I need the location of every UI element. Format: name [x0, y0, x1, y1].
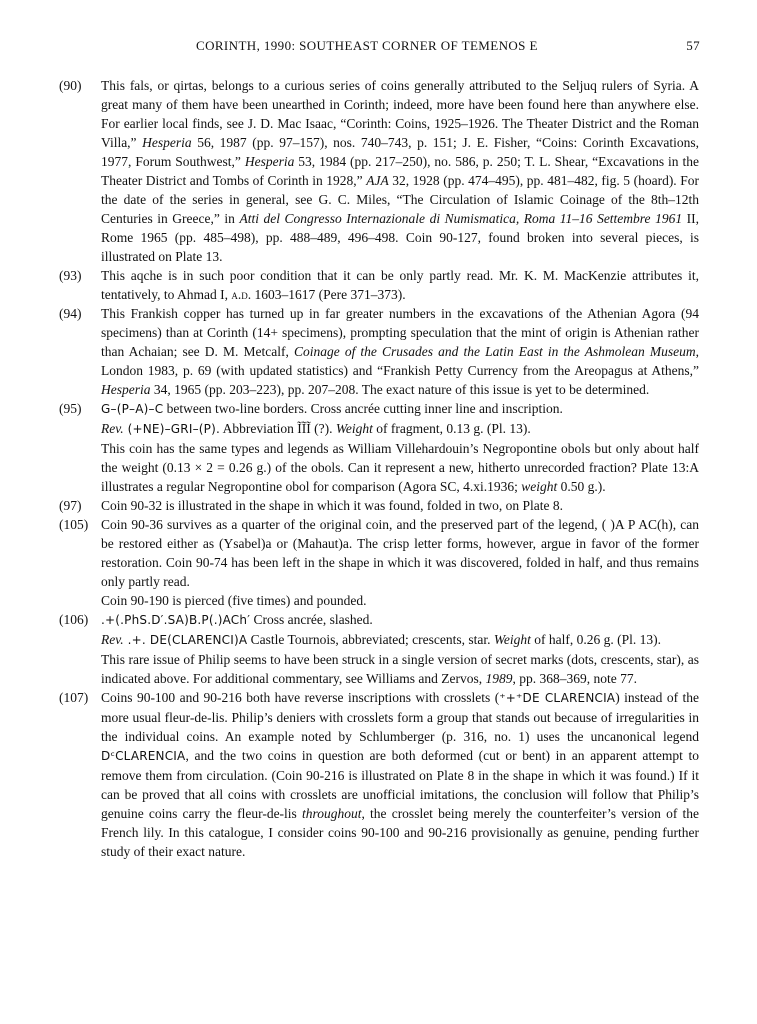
- obverse-line: [101, 399, 699, 419]
- text-run: This rare issue of Philip seems to have been struck in a single version of secret marks (dots, crescents, star), as indicated above. For additional commentary, see Williams and Zervos,: [101, 652, 699, 686]
- commentary: [101, 650, 699, 688]
- coin-legend: (+NE)–GRI–(P).: [123, 422, 220, 436]
- book-title: Coinage of the Crusades and the Latin East in the Ashmolean Museum: [293, 344, 696, 359]
- reverse-line: [101, 630, 699, 650]
- note-90: [0, 76, 699, 266]
- text-run: Abbreviation: [220, 421, 298, 436]
- note-text: [101, 515, 699, 610]
- era-abbreviation: a.d.: [231, 287, 252, 302]
- note-number: (95): [59, 401, 82, 416]
- text-run: , the crosslet being merely the counterfeiter’s version of the French lily. In this catalogue, I consider coins 90-100 and 90-216 provisionally as genuine, pending further study of their exact nature.: [101, 806, 700, 859]
- coin-legend: .+. DE(CLARENCI)A: [123, 633, 248, 647]
- text-run: , London 1983, p. 69 (with updated statistics) and “Frankish Petty Currency from the Areopagus at Athens,”: [101, 344, 699, 378]
- text-run: of half, 0.26 g. (Pl. 13).: [530, 632, 662, 647]
- text-run: Coin 90-32 is illustrated in the shape in which it was found, folded in two, on Plate 8.: [101, 498, 563, 513]
- text-run: This aqche is in such poor condition that it can be only partly read. Mr. K. M. MacKenzie attributes it, tentatively, to Ahmad I,: [101, 268, 699, 302]
- text-run: 53, 1984 (pp. 217–250), no. 586, p. 250; T. L. Shear, “Excavations in the Theater District and Tombs of Corinth in 1928,”: [101, 154, 699, 188]
- note-97: [0, 496, 699, 515]
- text-run: 56, 1987 (pp. 97–157), nos. 740–743, p. 151; J. E. Fisher, “Coins: Corinth Excavations, 1977, Forum Southwest,”: [101, 135, 699, 169]
- obverse-line: [101, 610, 699, 630]
- text-run: Coin 90-190 is pierced (five times) and pounded.: [101, 593, 367, 608]
- text-run: Castle Tournois, abbreviated; crescents, star.: [247, 632, 494, 647]
- text-run: This coin has the same types and legends as William Villehardouin’s Negropontine obols but only about half the weight (0.13 × 2 = 0.26 g.) of the obols. Can it represent a new, hitherto unrecorded fraction? Plate 13:A illustrates a regular Negropontine obol for comparison (Agora SC, 4.xi.1936;: [101, 441, 699, 494]
- coin-legend: G–(P–A)–C: [101, 402, 164, 416]
- note-text: [101, 688, 699, 861]
- notes-list: [0, 76, 757, 861]
- journal-title: Hesperia: [142, 135, 192, 150]
- text-run: This Frankish copper has turned up in far greater numbers in the excavations of the Athenian Agora (94 specimens) than at Corinth (14+ specimens), prompting speculation that the mint of origin is Athenian rather than Achaian; see D. M. Metcalf,: [101, 306, 699, 359]
- journal-title: AJA: [366, 173, 389, 188]
- note-text: [101, 399, 699, 496]
- text-run: Coins 90-100 and 90-216 both have reverse inscriptions with crosslets (: [101, 690, 500, 705]
- text-run: of fragment, 0.13 g. (Pl. 13).: [372, 421, 531, 436]
- page-number: 57: [686, 38, 700, 53]
- note-number: (106): [59, 612, 89, 627]
- note-94: [0, 304, 699, 399]
- emphasis: throughout: [301, 806, 362, 821]
- reverse-label: Rev.: [101, 421, 124, 436]
- text-run: , pp. 368–369, note 77.: [512, 671, 637, 686]
- note-number: (97): [59, 498, 82, 513]
- abbreviation-mark: ĨĨĨ: [297, 421, 311, 436]
- journal-title: Hesperia: [244, 154, 295, 169]
- reverse-line: [101, 419, 699, 439]
- journal-title: Hesperia: [101, 382, 151, 397]
- running-header: [100, 38, 700, 58]
- note-text: [101, 610, 699, 688]
- text-run: between two-line borders. Cross ancrée cutting inner line and inscription.: [163, 401, 563, 416]
- text-run: ) instead of the more usual fleur-de-lis. Philip’s deniers with crosslets form a group that stands out because of irregularities in the individual coins. An example noted by Schlumberger (p. 316, no. 1) uses the uncanonical legend: [101, 690, 699, 744]
- paragraph: [101, 515, 699, 591]
- coin-legend: .+(.PhS.D′.SA)B.P(.)ACh′: [101, 613, 251, 627]
- commentary: [101, 439, 699, 496]
- text-run: (?).: [310, 421, 336, 436]
- note-text: [101, 266, 699, 304]
- note-105: [0, 515, 699, 610]
- note-93: [0, 266, 699, 304]
- note-106: [0, 610, 699, 688]
- citation-year: 1989: [485, 671, 513, 686]
- text-run: 0.50 g.).: [557, 479, 606, 494]
- running-title: CORINTH, 1990: SOUTHEAST CORNER OF TEMENOS E: [196, 38, 538, 53]
- note-text: [101, 304, 699, 399]
- text-run: 32, 1928 (pp. 474–495), pp. 481–482, fig. 5 (hoard). For the date of the series in general, see G. C. Miles, “The Circulation of Islamic Coinage of the 8th–12th Centuries in Greece,” in: [101, 173, 699, 226]
- paragraph: [101, 591, 699, 610]
- weight-label: weight: [521, 479, 558, 494]
- weight-label: Weight: [493, 632, 531, 647]
- text-run: , and the two coins in question are both deformed (cut or bent) in an apparent attempt to remove them from circulation. (Coin 90-216 is illustrated on Plate 8 in the shape in which it was found.) If it can be proved that all coins with crosslets are unofficial imitations, the conclusion will follow that Philip’s genuine coins carry the fleur-de-lis: [101, 748, 699, 821]
- text-run: 1603–1617 (Pere 371–373).: [251, 287, 406, 302]
- text-run: II, Rome 1965 (pp. 485–498), pp. 488–489, 496–498. Coin 90-127, found broken into several pieces, is illustrated on Plate 13.: [101, 211, 699, 264]
- coin-legend: DᶜCLARENCIA: [101, 749, 186, 763]
- weight-label: Weight: [335, 421, 373, 436]
- text-run: Cross ancrée, slashed.: [250, 612, 373, 627]
- note-107: [0, 688, 699, 861]
- note-number: (105): [59, 517, 89, 532]
- note-95: [0, 399, 699, 496]
- note-number: (90): [59, 78, 82, 93]
- note-text: [101, 496, 699, 515]
- text-run: Coin 90-36 survives as a quarter of the original coin, and the preserved part of the legend, ( )A P AC(h), can be restored either as (Ysabel)a or (Mahaut)a. The crisp letter forms, however, argue in favor of the former restoration. Coin 90-74 has been left in the shape in which it was discovered, folded in half, and thus remains only partly read.: [101, 517, 699, 589]
- reverse-label: Rev.: [101, 632, 124, 647]
- note-number: (93): [59, 268, 82, 283]
- note-text: [101, 76, 699, 266]
- book-title: Atti del Congresso Internazionale di Numismatica, Roma 11–16 Settembre 1961: [239, 211, 683, 226]
- note-number: (94): [59, 306, 82, 321]
- coin-legend: ⁺+⁺DE CLARENCIA: [499, 691, 616, 705]
- text-run: 34, 1965 (pp. 203–223), pp. 207–208. The exact nature of this issue is yet to be determined.: [150, 382, 650, 397]
- text-run: This fals, or qirtas, belongs to a curious series of coins generally attributed to the Seljuq rulers of Syria. A great many of them have been unearthed in Corinth; indeed, more have been found here than anywhere else. For earlier local finds, see J. D. Mac Isaac, “Corinth: Coins, 1925–1926. The Theater District and the Roman Villa,”: [101, 78, 699, 150]
- note-number: (107): [59, 690, 89, 705]
